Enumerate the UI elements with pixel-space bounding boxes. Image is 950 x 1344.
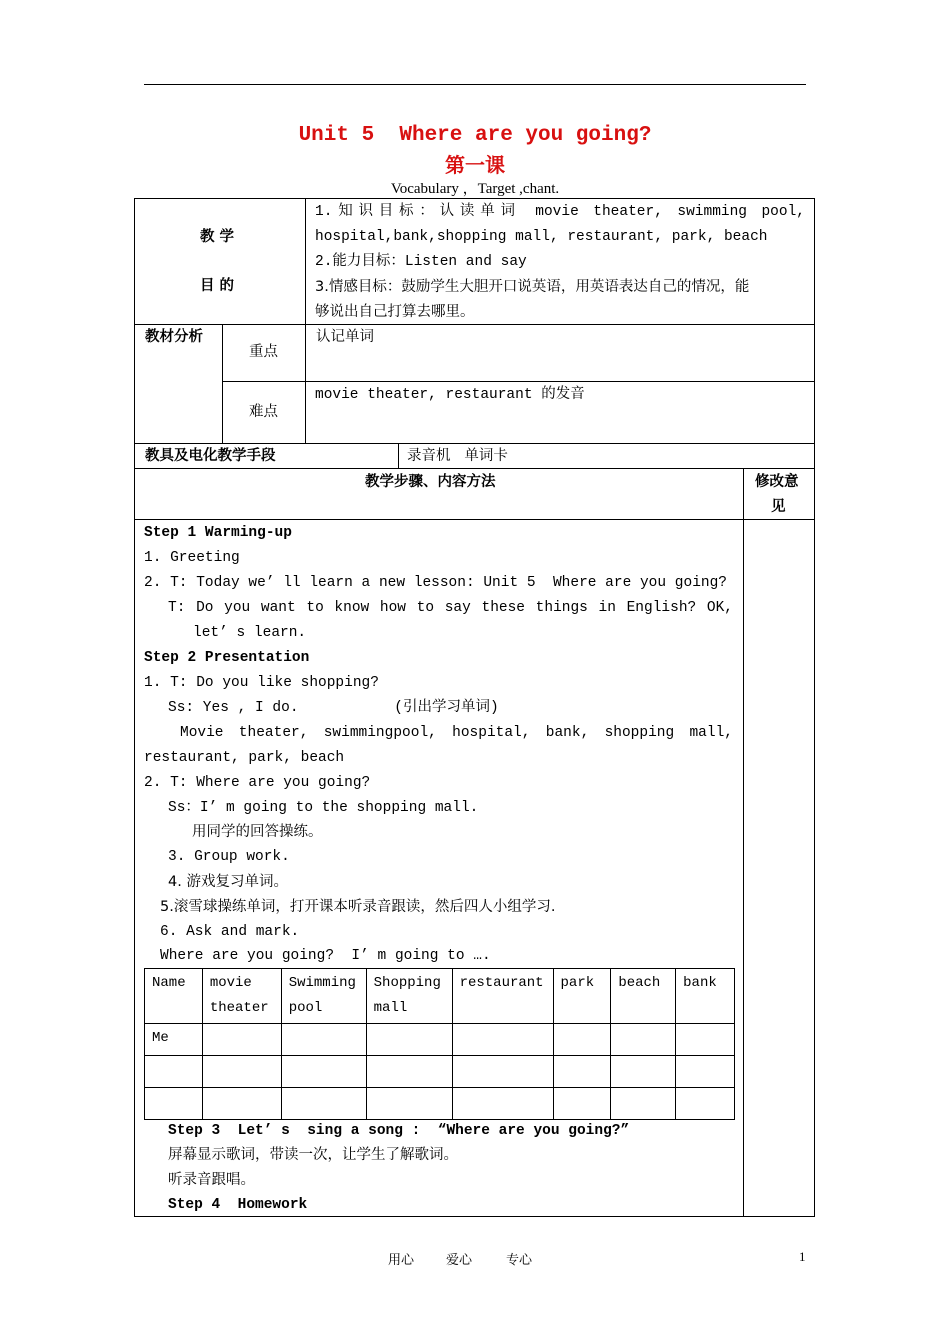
difficult-point-content: movie theater, restaurant 的发音 <box>315 387 585 403</box>
key-point-content: 认记单词 <box>316 329 374 345</box>
survey-cell <box>452 1088 553 1120</box>
survey-cell <box>611 1088 676 1120</box>
step-2-title: Step 2 Presentation <box>144 650 310 666</box>
step-line: 屏幕显示歌词，带读一次，让学生了解歌词。 <box>168 1147 458 1163</box>
survey-cell <box>145 1056 203 1088</box>
survey-cell <box>452 1024 553 1056</box>
footer-motto: 爱心 <box>446 1253 473 1268</box>
step-line: let’ s learn. <box>193 625 307 641</box>
step-4-title: Step 4 Homework <box>168 1197 308 1213</box>
key-point-label: 重点 <box>249 344 278 360</box>
page-number: 1 <box>799 1249 806 1264</box>
survey-cell <box>366 1024 452 1056</box>
steps-header: 教学步骤、内容方法 <box>365 474 496 490</box>
survey-header-cell: beach <box>611 969 676 1024</box>
tools-content: 录音机 单词卡 <box>407 448 508 464</box>
step-line: 1. Greeting <box>144 550 240 566</box>
survey-header-row <box>145 969 735 1024</box>
step-line: 5.滚雪球操练单词，打开课本听录音跟读，然后四人小组学习. <box>160 899 556 915</box>
revision-header: 修改意 <box>755 474 799 490</box>
survey-row <box>145 1088 735 1120</box>
step-line: Movie theater, swimmingpool, hospital, bank, shopping mall, <box>180 725 733 741</box>
objectives-label-2: 目 的 <box>200 278 235 294</box>
unit-title: Unit 5 Where are you going? <box>298 124 652 147</box>
objectives-line: 1.知识目标：认读单词 movie theater, swimming pool, <box>315 204 805 220</box>
survey-row-label: Me <box>145 1024 203 1056</box>
survey-cell <box>676 1024 735 1056</box>
footer-motto: 用心 <box>388 1253 415 1268</box>
survey-cell <box>202 1088 281 1120</box>
survey-cell <box>452 1056 553 1088</box>
step-3-title: Step 3 Let’ s sing a song : “Where are you going?” <box>168 1123 630 1139</box>
survey-header-cell: bank <box>676 969 735 1024</box>
survey-cell <box>281 1024 366 1056</box>
survey-row <box>145 1056 735 1088</box>
step-line: 4. 游戏复习单词。 <box>168 874 288 890</box>
survey-cell <box>553 1056 611 1088</box>
col-divider <box>222 324 223 443</box>
step-line: 2. T: Where are you going? <box>144 775 371 791</box>
survey-cell <box>676 1088 735 1120</box>
survey-cell <box>281 1088 366 1120</box>
step-line: 3. Group work. <box>168 849 290 865</box>
objectives-label-1: 教 学 <box>200 229 235 245</box>
row-divider <box>222 381 815 382</box>
survey-header-cell: movie theater <box>202 969 281 1024</box>
objectives-line: hospital,bank,shopping mall, restaurant, park, beach <box>315 229 768 245</box>
step-line: 听录音跟唱。 <box>168 1172 255 1188</box>
col-divider <box>743 468 744 1217</box>
survey-row <box>145 1024 735 1056</box>
survey-cell <box>553 1024 611 1056</box>
footer-motto: 专心 <box>506 1253 533 1268</box>
col-divider <box>398 443 399 468</box>
step-line: T: Do you want to know how to say these things in English? OK, <box>168 600 733 616</box>
survey-header-cell: park <box>553 969 611 1024</box>
analysis-label: 教材分析 <box>145 329 203 345</box>
survey-header-cell: restaurant <box>452 969 553 1024</box>
step-line: Ss: Yes , I do. (引出学习单词) <box>168 700 499 716</box>
header-rule <box>144 84 806 85</box>
row-divider <box>134 324 815 325</box>
col-divider <box>305 198 306 443</box>
survey-cell <box>202 1056 281 1088</box>
difficult-point-label: 难点 <box>249 404 278 420</box>
survey-cell <box>553 1088 611 1120</box>
survey-cell <box>202 1024 281 1056</box>
step-1-title: Step 1 Warming-up <box>144 525 292 541</box>
survey-header-cell: Swimming pool <box>281 969 366 1024</box>
tools-label: 教具及电化教学手段 <box>145 448 276 464</box>
survey-cell <box>366 1056 452 1088</box>
revision-header: 见 <box>771 499 786 515</box>
survey-cell <box>611 1056 676 1088</box>
survey-header-cell: Shopping mall <box>366 969 452 1024</box>
step-line: restaurant, park, beach <box>144 750 345 766</box>
lesson-subtitle: Vocabulary ，Target ,chant. <box>390 181 560 197</box>
survey-cell <box>611 1024 676 1056</box>
objectives-line: 2.能力目标：Listen and say <box>315 254 527 270</box>
lesson-title: 第一课 <box>445 153 505 177</box>
step-line: 6. Ask and mark. <box>160 924 300 940</box>
survey-header-cell: Name <box>145 969 203 1024</box>
survey-table <box>144 968 735 1120</box>
objectives-line: 3.情感目标：鼓励学生大胆开口说英语，用英语表达自己的情况，能 <box>315 279 750 295</box>
step-line: 2. T: Today we’ ll learn a new lesson: Unit 5 Where are you going? <box>144 575 727 591</box>
step-line: 1. T: Do you like shopping? <box>144 675 379 691</box>
step-line: 用同学的回答操练。 <box>192 824 323 840</box>
survey-cell <box>281 1056 366 1088</box>
step-line: Where are you going? I’ m going to …. <box>160 948 491 964</box>
survey-cell <box>366 1088 452 1120</box>
row-divider <box>134 519 815 520</box>
objectives-line: 够说出自己打算去哪里。 <box>315 304 475 320</box>
step-line: Ss：I’ m going to the shopping mall. <box>168 800 479 816</box>
survey-cell <box>676 1056 735 1088</box>
survey-cell <box>145 1088 203 1120</box>
